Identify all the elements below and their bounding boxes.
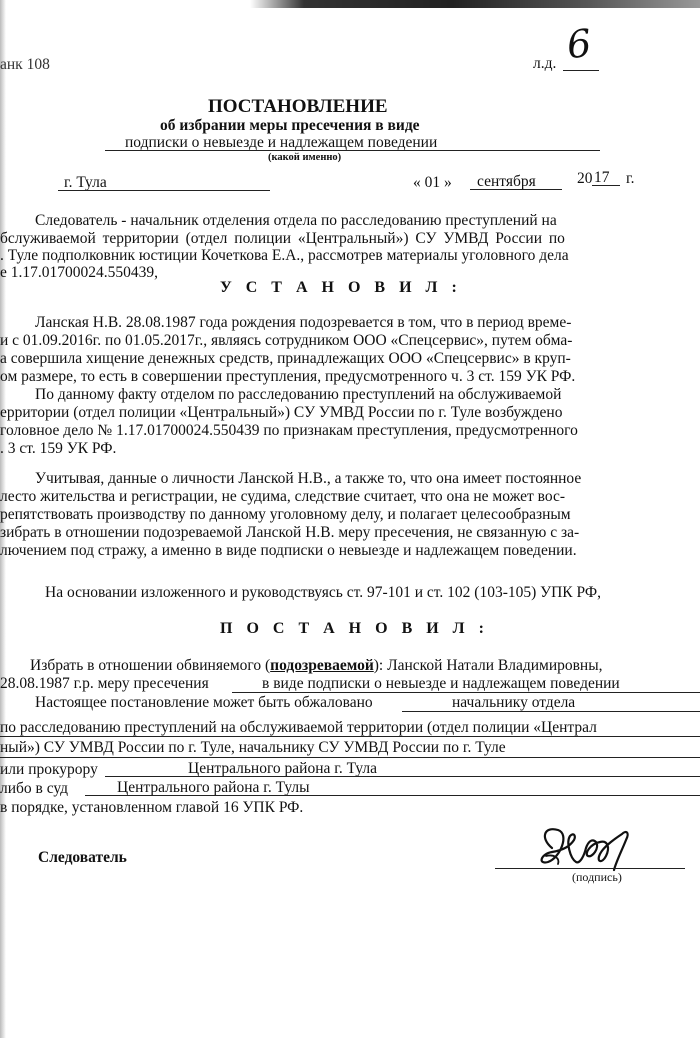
date-month: сентября [477,173,536,190]
decision-line-1: Избрать в отношении обвиняемого (подозреваемой): Ланской Натали Владимировны, [30,657,603,674]
scan-edge-shadow [250,0,700,8]
decision-line-4: по расследованию преступлений на обслуживаемой территории (отдел полиции «Централ [0,719,597,736]
prosecutor-district: Центрального района г. Тула [188,760,378,777]
signature-caption: (подпись) [572,870,622,884]
date-year-prefix: 20 [577,170,593,187]
fact-line: лесто жительства и регистрации, не судима, следствие считает, что она не может вос- [0,488,566,505]
decision-line-5: ный») СУ УМВД России по г. Туле, начальнику СУ УМВД России по г. Туле [0,739,506,756]
appeal-authority: начальнику отдела [452,694,576,711]
fact-line: репятствовать производству по данному уголовному делу, и полагает целесообразным [0,506,571,523]
intro-line: . Туле подполковник юстиции Кочеткова Е.А., рассмотрев материалы уголовного дела [0,247,569,264]
sheet-number-handwritten: 6 [564,20,594,68]
fact-line: . 3 ст. 159 УК РФ. [0,440,117,457]
fact-line: Учитывая, данные о личности Ланской Н.В., а также то, что она имеет постоянное [35,470,582,487]
fact-line: ом размере, то есть в совершении преступления, предусмотренного ч. 3 ст. 159 УК РФ. [0,368,576,385]
title-subline: об избрании меры пресечения в виде [160,117,420,134]
fact-line: Ланская Н.В. 28.08.1987 года рождения подозревается в том, что в период време- [35,314,572,331]
fact-line: лючением под стражу, а именно в виде подписки о невыезде и надлежащем поведении. [0,542,577,559]
form-reference: анк 108 [0,56,50,73]
title-measure: подписки о невыезде и надлежащем поведении [125,134,438,151]
fact-line: зибрать в отношении подозреваемой Ланской Н.В. меру пресечения, не связанную с за- [0,524,580,541]
intro-line: бслуживаемой территории (отдел полиции «Центральный») СУ УМВД России по [0,230,565,247]
section-heading-postanovil: П О С Т А Н О В И Л : [220,620,489,637]
section-heading-ustanovil: У С Т А Н О В И Л : [220,279,462,296]
sheet-label: л.д. [533,55,557,72]
intro-line: е 1.17.01700024.550439, [0,264,159,281]
measure-value: в виде подписки о невыезде и надлежащем поведении [262,675,620,692]
date-year-suffix: 17 [594,169,610,186]
decision-line-3: Настоящее постановление может быть обжаловано [35,694,373,711]
court-district: Центрального района г. Тулы [117,779,310,796]
decision-line-7: либо в суд [0,780,69,797]
suspect-status: подозреваемой [270,657,374,674]
fact-line: а совершила хищение денежных средств, принадлежащих ООО «Спецсервис» в круп- [0,350,571,367]
decision-line-2: 28.08.1987 г.р. меру пресечения [0,675,209,692]
fact-line: и с 01.09.2016г. по 01.05.2017г., являясь сотрудником ООО «Спецсервис», путем обма- [0,332,573,349]
title-hint: (какой именно) [268,152,342,163]
date-day: « 01 » [413,174,452,191]
fact-line: головное дело № 1.17.01700024.550439 по признакам преступления, предусмотренного [0,422,578,439]
city: г. Тула [64,174,107,191]
fact-line: ерритории (отдел полиции «Центральный») СУ УМВД России по г. Туле возбуждено [0,404,563,421]
date-year-unit: г. [626,170,635,187]
document-title: ПОСТАНОВЛЕНИЕ [208,96,388,117]
signatory-role: Следователь [38,849,127,866]
intro-line: Следователь - начальник отделения отдела по расследованию преступлений на [35,212,557,229]
legal-basis: На основании изложенного и руководствуясь ст. 97-101 и ст. 102 (103-105) УПК РФ, [45,584,601,601]
signature-handwritten [530,818,640,874]
decision-line-6: или прокурору [0,761,98,778]
fact-line: По данному факту отделом по расследованию преступлений на обслуживаемой [35,386,562,403]
decision-line-8: в порядке, установленном главой 16 УПК РФ. [0,799,304,816]
